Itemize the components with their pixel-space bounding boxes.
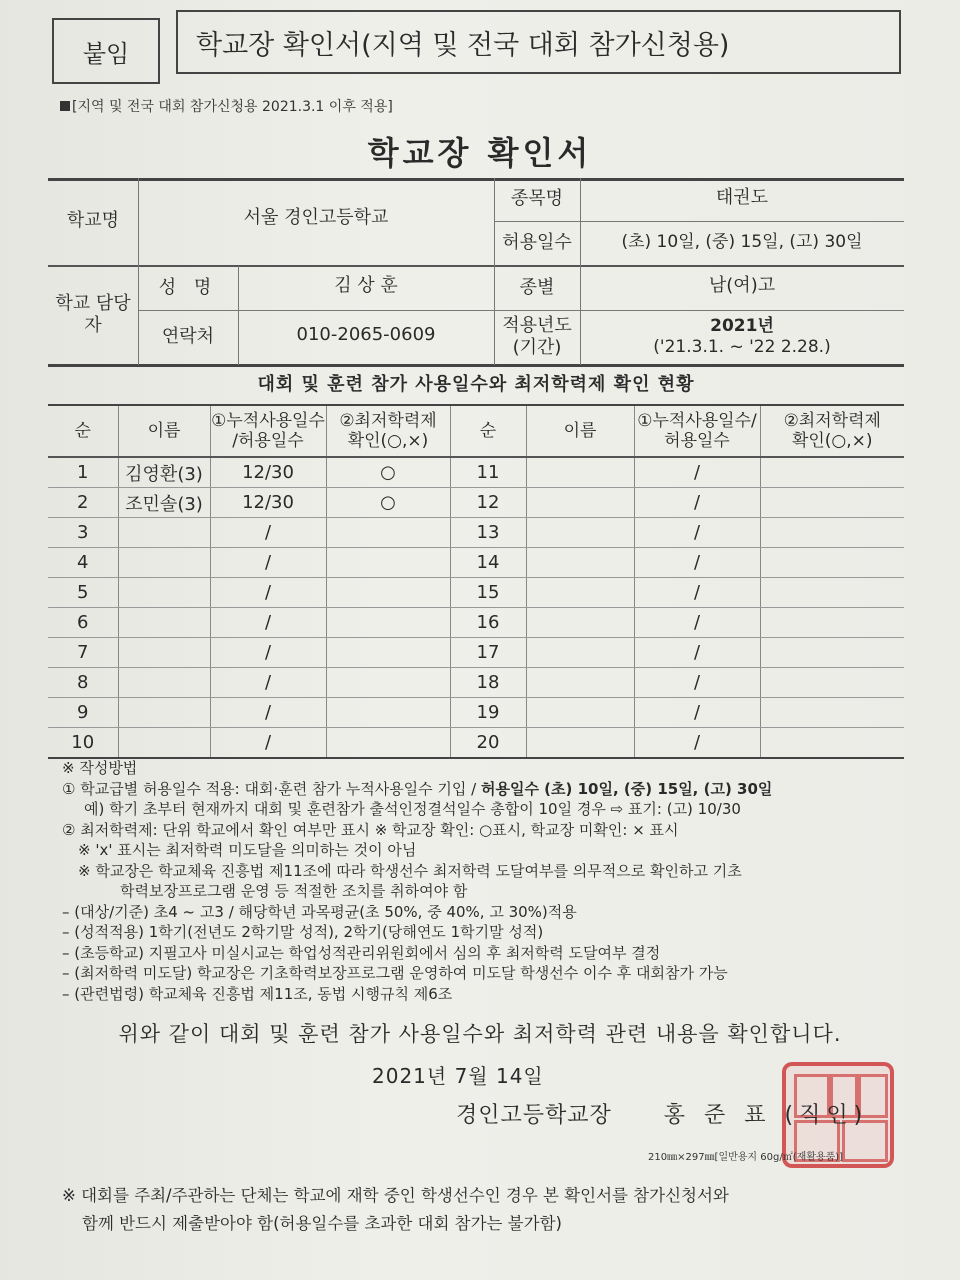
row-check-right	[760, 608, 904, 638]
row-days-right: /	[634, 488, 760, 518]
row-days: 12/30	[210, 488, 326, 518]
attachment-tag: 붙임	[52, 18, 160, 84]
row-no-right: 11	[450, 457, 526, 488]
confirmation-statement: 위와 같이 대회 및 훈련 참가 사용일수와 최저학력 관련 내용을 확인합니다.	[118, 1022, 842, 1046]
category-value: 남(여)고	[708, 274, 776, 296]
row-days: /	[210, 698, 326, 728]
square-bullet-icon	[60, 101, 70, 111]
note-1: ① 학교급별 허용일수 적용: 대회·훈련 참가 누적사용일수 기입 / 허용일수 (초) 10일, (중) 15일, (고) 30일	[62, 779, 773, 798]
row-name: 조민솔(3)	[118, 488, 210, 518]
row-check-right	[760, 548, 904, 578]
row-name	[118, 578, 210, 608]
row-name	[118, 728, 210, 759]
table-row	[48, 698, 904, 728]
table-row	[48, 548, 904, 578]
table-row	[48, 518, 904, 548]
row-days: /	[210, 578, 326, 608]
row-check-right	[760, 457, 904, 488]
row-no-right: 18	[450, 668, 526, 698]
row-check-right	[760, 728, 904, 759]
table-row	[48, 638, 904, 668]
row-days-right: /	[634, 518, 760, 548]
header-title: 학교장 확인서(지역 및 전국 대회 참가신청용)	[176, 10, 901, 74]
row-name	[118, 638, 210, 668]
row-no: 7	[48, 638, 118, 668]
detail-2: – (성적적용) 1학기(전년도 2학기말 성적), 2학기(당해연도 1학기말 성적)	[62, 923, 544, 941]
year-value	[580, 310, 904, 364]
row-no: 1	[48, 457, 118, 488]
year-label-line2: (기간)	[512, 337, 562, 358]
row-name-right	[526, 548, 634, 578]
row-days: /	[210, 728, 326, 759]
row-name-right	[526, 578, 634, 608]
row-no: 3	[48, 518, 118, 548]
contact-value: 010-2065-0609	[296, 323, 436, 345]
note-2-b1: ※ 학교장은 학교체육 진흥법 제11조에 따라 학생선수 최저학력 도달여부를 의무적으로 확인하고 기초	[78, 861, 742, 880]
header-no-right: 순	[450, 405, 526, 457]
table-row	[48, 578, 904, 608]
row-days-right: /	[634, 728, 760, 759]
row-name-right	[526, 488, 634, 518]
row-check: ○	[326, 457, 450, 488]
signer-school: 경인고등학교장	[456, 1103, 612, 1128]
row-no-right: 13	[450, 518, 526, 548]
row-check-right	[760, 518, 904, 548]
row-no-right: 19	[450, 698, 526, 728]
row-days-right: /	[634, 698, 760, 728]
row-check-right	[760, 638, 904, 668]
row-days-right: /	[634, 578, 760, 608]
row-no-right: 14	[450, 548, 526, 578]
note-2: ② 최저학력제: 단위 학교에서 확인 여부만 표시 ※ 학교장 확인: ○표시, 학교장 미확인: × 표시	[62, 820, 679, 839]
note-1-example: 예) 학기 초부터 현재까지 대회 및 훈련참가 출석인정결석일수 총합이 10일 경우 ⇨ 표기: (고) 10/30	[84, 800, 741, 818]
row-no: 4	[48, 548, 118, 578]
table-header-row	[48, 405, 904, 457]
period-value-text: ('21.3.1. ~ '22 2.28.)	[653, 337, 831, 357]
name-label: 성 명	[158, 276, 218, 298]
header-name-right: 이름	[526, 405, 634, 457]
row-days: 12/30	[210, 457, 326, 488]
row-check	[326, 728, 450, 759]
detail-5: – (관련법령) 학교체육 진흥법 제11조, 동법 시행규칙 제6조	[62, 984, 453, 1003]
instructions	[62, 758, 902, 1004]
document-title: 학교장 확인서	[367, 134, 593, 172]
detail-4: – (최저학력 미도달) 학교장은 기초학력보장프로그램 운영하여 미도달 학생선수 이수 후 대회참가 가능	[62, 964, 728, 982]
row-check	[326, 668, 450, 698]
row-days: /	[210, 668, 326, 698]
row-check	[326, 578, 450, 608]
contact-label: 연락처	[161, 325, 215, 347]
row-no-right: 16	[450, 608, 526, 638]
row-days: /	[210, 608, 326, 638]
row-check-right	[760, 578, 904, 608]
signer	[456, 1098, 868, 1129]
footer-line-1: ※ 대회를 주최/주관하는 단체는 학교에 재학 중인 학생선수인 경우 본 확인서를 참가신청서와	[62, 1186, 729, 1205]
row-check	[326, 518, 450, 548]
row-days-right: /	[634, 457, 760, 488]
category-label: 종별	[519, 276, 555, 298]
header-name: 이름	[118, 405, 210, 457]
row-name: 김영환(3)	[118, 457, 210, 488]
row-name	[118, 548, 210, 578]
header-days: ①누적사용일수 /허용일수	[210, 405, 326, 457]
detail-1: – (대상/기준) 초4 ~ 고3 / 해당학년 과목평균(초 50%, 중 40%, 고 30%)적용	[62, 902, 577, 921]
year-label-line1: 적용년도	[502, 314, 572, 336]
row-days: /	[210, 638, 326, 668]
header-days-right: ①누적사용일수/ 허용일수	[634, 405, 760, 457]
allowed-days-value: (초) 10일, (중) 15일, (고) 30일	[621, 232, 863, 253]
row-no: 6	[48, 608, 118, 638]
row-days-right: /	[634, 548, 760, 578]
row-days-right: /	[634, 668, 760, 698]
school-label: 학교명	[66, 210, 120, 232]
footer-line-2: 함께 반드시 제출받아야 함(허용일수를 초과한 대회 참가는 불가함)	[82, 1214, 562, 1233]
note-2-b2: 학력보장프로그램 운영 등 적절한 조치를 취하여야 함	[120, 882, 468, 900]
year-value-text: 2021년	[710, 315, 774, 336]
header-min-academic-right: ②최저학력제 확인(○,×)	[760, 405, 904, 457]
manager-label: 학교 담당자	[55, 292, 131, 336]
row-name-right	[526, 728, 634, 759]
row-name-right	[526, 638, 634, 668]
row-name	[118, 668, 210, 698]
issue-date: 2021년 7월 14일	[372, 1064, 544, 1088]
section-title: 대회 및 훈련 참가 사용일수와 최저학력제 확인 현황	[257, 374, 695, 395]
row-days-right: /	[634, 608, 760, 638]
row-check	[326, 548, 450, 578]
row-no: 8	[48, 668, 118, 698]
table-row	[48, 728, 904, 759]
row-name-right	[526, 608, 634, 638]
table-row	[48, 488, 904, 518]
row-no: 5	[48, 578, 118, 608]
row-check-right	[760, 488, 904, 518]
year-label	[494, 310, 580, 364]
row-name	[118, 518, 210, 548]
row-no-right: 15	[450, 578, 526, 608]
usage-note-text: [지역 및 전국 대회 참가신청용 2021.3.1 이후 적용]	[72, 99, 393, 115]
allowed-days-label: 허용일수	[502, 231, 572, 253]
row-name	[118, 698, 210, 728]
name-value: 김 상 훈	[334, 274, 398, 296]
row-days: /	[210, 518, 326, 548]
table-row	[48, 608, 904, 638]
info-grid	[48, 178, 904, 368]
row-no: 9	[48, 698, 118, 728]
row-no-right: 17	[450, 638, 526, 668]
row-check-right	[760, 698, 904, 728]
row-days-right: /	[634, 638, 760, 668]
paper-spec: 210㎜×297㎜[일반용지 60g/㎡(재활용품)]	[648, 1152, 844, 1163]
school-name: 서울 경인고등학교	[243, 206, 389, 228]
row-name-right	[526, 668, 634, 698]
row-no: 10	[48, 728, 118, 759]
row-check	[326, 698, 450, 728]
row-no: 2	[48, 488, 118, 518]
header-no: 순	[48, 405, 118, 457]
notes-heading: ※ 작성방법	[62, 759, 138, 777]
row-check	[326, 638, 450, 668]
table-row	[48, 668, 904, 698]
row-no-right: 12	[450, 488, 526, 518]
row-days: /	[210, 548, 326, 578]
row-name	[118, 608, 210, 638]
table-row	[48, 457, 904, 488]
footer-note	[62, 1182, 892, 1238]
header-min-academic: ②최저학력제 확인(○,×)	[326, 405, 450, 457]
row-name-right	[526, 518, 634, 548]
participants-table	[48, 404, 904, 759]
sport-value: 태권도	[715, 186, 769, 208]
row-check-right	[760, 668, 904, 698]
row-check: ○	[326, 488, 450, 518]
signer-name: 홍 준 표 (직인)	[663, 1103, 869, 1128]
detail-3: – (초등학교) 지필고사 미실시교는 학업성적관리위원회에서 심의 후 최저학력 도달여부 결정	[62, 943, 661, 962]
row-check	[326, 608, 450, 638]
usage-note	[60, 96, 393, 116]
row-name-right	[526, 457, 634, 488]
sport-label: 종목명	[510, 188, 564, 210]
row-no-right: 20	[450, 728, 526, 759]
row-name-right	[526, 698, 634, 728]
note-2-a: ※ 'x' 표시는 최저학력 미도달을 의미하는 것이 아님	[78, 841, 417, 859]
